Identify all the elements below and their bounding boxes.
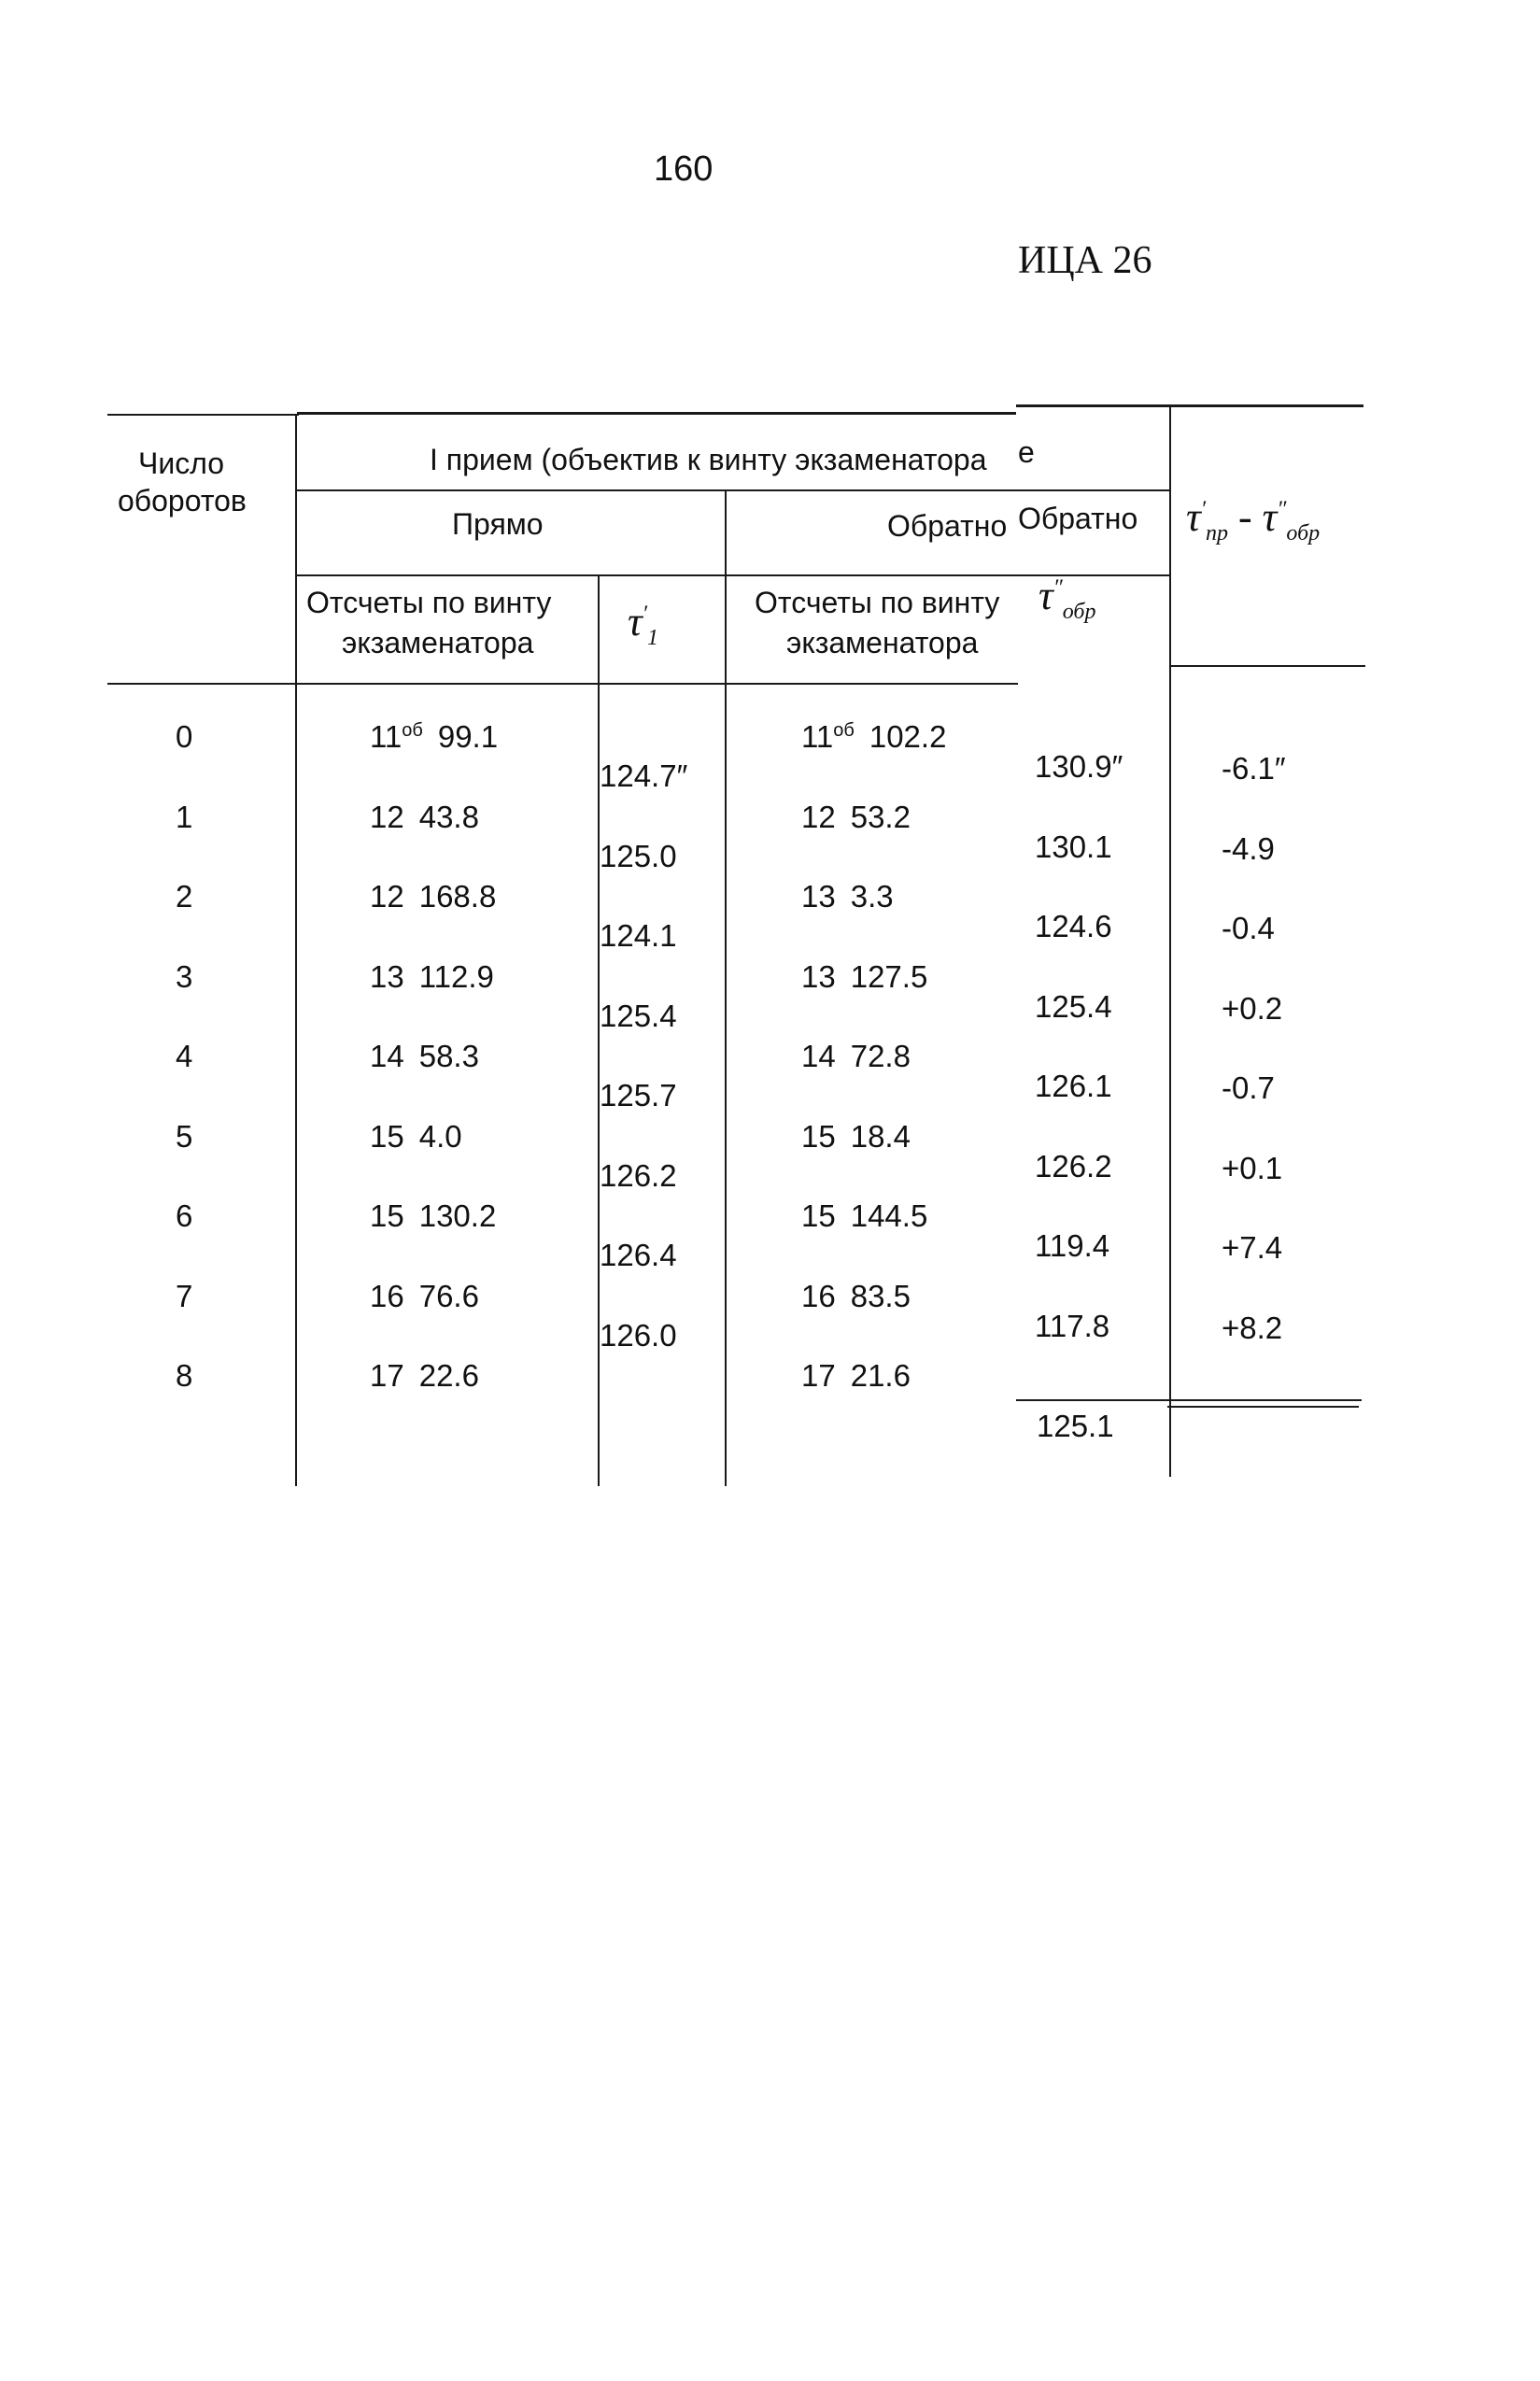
tau-obr-value: 126.1 [1035,1069,1112,1103]
tau-obr-value: 125.4 [1035,988,1112,1024]
diff-value: +0.2 [1222,990,1283,1026]
row-number: 8 [176,1358,193,1393]
direct-reading [370,879,496,914]
reverse-value: 144.5 [850,1198,928,1233]
rule-mean-top [1016,1399,1362,1401]
diff-value: +7.4 [1222,1230,1283,1265]
tau-obr-value: 117.8 [1035,1308,1110,1343]
header-reverse-left: Обратно [887,509,1008,543]
vline-1 [295,414,297,1486]
diff-value: -0.7 [1222,1070,1275,1105]
direct-value: 130.2 [418,1198,497,1233]
reverse-reading [801,1279,911,1314]
header-reception: I прием (объектив к винту экзаменатора [430,443,987,476]
vline-3 [725,490,727,1486]
reverse-reading [801,1119,911,1155]
direct-reading [370,1119,462,1155]
direct-value: 4.0 [418,1118,462,1154]
direct-reading [370,959,494,995]
reverse-value: 127.5 [850,958,928,994]
direct-revolutions: 11 [370,719,403,754]
rule-header-bottom-left [107,683,1018,685]
direct-revolutions: 17 [370,1358,404,1393]
direct-revolutions: 16 [370,1278,404,1313]
header-tau1: $\tau'_1$ [628,599,658,650]
revolutions-unit: об [833,720,855,741]
tau1-value: 124.1 [600,918,677,953]
reverse-value: 72.8 [850,1039,911,1073]
diff-value: -0.4 [1222,911,1275,945]
row-number: 7 [176,1278,193,1313]
reverse-value: 3.3 [850,879,894,914]
tau1-value: 125.7 [600,1078,677,1113]
direct-revolutions: 13 [370,958,404,994]
direct-revolutions: 15 [370,1198,404,1233]
reverse-revolutions: 13 [801,879,836,914]
direct-reading [370,800,479,835]
vline-4 [1169,404,1171,1477]
direct-revolutions: 15 [370,1118,404,1154]
header-direct: Прямо [452,507,544,541]
direct-reading [370,1279,479,1314]
direct-value: 76.6 [418,1278,479,1313]
header-reverse-right: Обратно [1018,502,1138,535]
tau-obr-value: 124.6 [1035,909,1112,943]
reverse-revolutions: 15 [801,1198,836,1233]
rule-under-reception [297,489,1170,491]
header-turns-line2: оборотов [118,484,247,517]
header-readings-reverse-1: Отсчеты по винту [755,586,1000,619]
direct-revolutions: 12 [370,879,404,914]
diff-value: +0.1 [1222,1150,1283,1185]
reverse-reading [801,959,927,995]
reverse-reading [801,719,946,755]
reverse-revolutions: 13 [801,958,836,994]
header-readings-direct-2: экзаменатора [342,626,534,659]
tau-obr-mean: 125.1 [1037,1409,1114,1443]
tau-obr-value: 119.4 [1035,1228,1110,1263]
header-turns-line1: Число [138,446,225,480]
direct-reading [370,719,498,755]
direct-revolutions: 14 [370,1039,404,1073]
row-number: 0 [176,719,193,754]
header-readings-reverse-2: экзаменатора [786,626,979,659]
direct-value: 99.1 [437,719,499,754]
page-number: 160 [654,149,713,189]
reverse-revolutions: 12 [801,799,836,834]
direct-revolutions: 12 [370,799,404,834]
tau1-value: 126.0 [600,1317,677,1353]
header-reception-tail: е [1018,435,1035,469]
row-number: 6 [176,1198,193,1233]
rule-mean-right [1167,1406,1359,1408]
direct-value: 58.3 [418,1039,479,1073]
rule-top-right [1016,404,1363,407]
row-number: 5 [176,1118,193,1154]
reverse-reading [801,800,911,835]
tau-obr-value: 130.9″ [1035,749,1123,784]
tau-obr-value: 126.2 [1035,1148,1112,1183]
row-number: 2 [176,879,193,914]
direct-value: 22.6 [418,1358,479,1393]
diff-value: +8.2 [1222,1310,1283,1345]
reverse-value: 83.5 [850,1278,911,1313]
direct-value: 168.8 [418,879,497,914]
header-diff: $\tau'_{пр} - \tau''_{обр}$ [1186,494,1321,546]
row-number: 3 [176,958,193,994]
revolutions-unit: об [402,720,423,741]
reverse-reading [801,1039,911,1074]
reverse-revolutions: 11 [801,719,834,754]
reverse-reading [801,1358,911,1394]
row-number: 1 [176,799,193,834]
reverse-reading [801,879,894,914]
diff-value: -4.9 [1222,830,1275,866]
tau1-value: 124.7″ [600,758,688,793]
header-readings-direct-1: Отсчеты по винту [306,586,552,619]
diff-value: -6.1″ [1222,751,1286,786]
reverse-reading [801,1198,927,1234]
direct-reading [370,1198,496,1234]
row-number: 4 [176,1039,193,1073]
reverse-revolutions: 15 [801,1118,836,1154]
rule-header-bottom-right [1169,665,1365,667]
rule-top-left [107,414,299,416]
header-tau-obr: $\tau''_{обр}$ [1038,573,1096,624]
reverse-revolutions: 17 [801,1358,836,1393]
direct-reading [370,1358,479,1394]
direct-reading [370,1039,479,1074]
rule-top-mid [297,412,1016,415]
tau1-value: 126.4 [600,1238,677,1272]
reverse-value: 53.2 [850,799,911,834]
direct-value: 112.9 [418,958,494,994]
direct-value: 43.8 [418,799,479,834]
tau1-value: 125.0 [600,838,677,873]
tau-obr-value: 130.1 [1035,829,1112,864]
tau1-value: 125.4 [600,998,677,1033]
table-caption: ИЦА 26 [1018,239,1152,282]
reverse-value: 102.2 [869,719,947,754]
tau1-value: 126.2 [600,1157,677,1193]
reverse-value: 18.4 [850,1118,911,1154]
reverse-revolutions: 14 [801,1039,836,1073]
reverse-revolutions: 16 [801,1278,836,1313]
reverse-value: 21.6 [850,1358,911,1393]
